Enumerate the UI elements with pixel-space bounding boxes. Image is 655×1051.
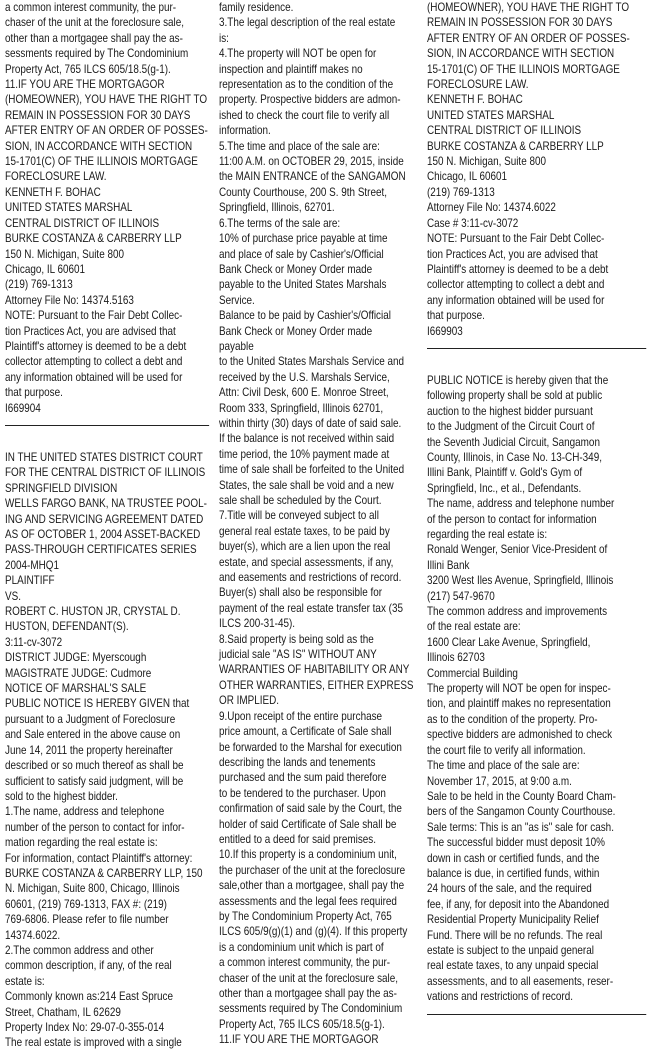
notice-line: UNITED STATES MARSHAL: [427, 107, 555, 122]
notice-line: BURKE COSTANZA & CARBERRY LLP, 150: [5, 865, 203, 880]
notice-line: (219) 769-1313: [427, 184, 495, 199]
notice-line: 3200 West Iles Avenue, Springfield, Illinois: [427, 573, 614, 588]
notice-line: NOTE: Pursuant to the Fair Debt Collec-: [5, 308, 183, 323]
notice-line: PLAINTIFF: [5, 573, 55, 588]
notice-line: Property Index No: 29-07-0-355-014: [5, 1020, 165, 1034]
notice-line: BURKE COSTANZA & CARBERRY LLP: [427, 138, 604, 153]
notice-block: [5, 0, 209, 416]
notice-line: the court file to verify all information.: [427, 742, 586, 757]
notice-line: to the Judgment of the Circuit Court of: [427, 419, 595, 434]
notice-line: inspection and plaintiff makes no: [219, 61, 363, 76]
notice-line: N. Michigan, Suite 800, Chicago, Illinois: [5, 881, 180, 896]
notice-line: family residence.: [219, 0, 294, 14]
notice-line: Fund. There will be no refunds. The real: [427, 927, 603, 942]
notice-line: AFTER ENTRY OF AN ORDER OF POSSES-: [427, 30, 630, 45]
notice-line: KENNETH F. BOHAC: [5, 184, 101, 199]
notice-line: described or so much thereof as shall be: [5, 758, 184, 773]
notice-line: MAGISTRATE JUDGE: Cudmore: [5, 665, 152, 680]
notice-line: Property Act, 765 ILCS 605/18.5(g-1).: [219, 1016, 385, 1031]
notice-line: For information, contact Plaintiff's attorney:: [5, 850, 193, 865]
column-left: [5, 0, 209, 1050]
notice-line: real estate taxes, to any unpaid special: [427, 958, 599, 973]
notice-line: KENNETH F. BOHAC: [427, 92, 523, 107]
notice-line: 3.The legal description of the real estate: [219, 15, 396, 30]
notice-line: 2004-MHQ1: [5, 557, 59, 572]
notice-line: CENTRAL DISTRICT OF ILLINOIS: [5, 215, 160, 230]
notice-line: bers of the Sangamon County Courthouse.: [427, 804, 616, 819]
notice-line: Chicago, IL 60601: [427, 169, 508, 184]
notice-line: information.: [219, 123, 271, 138]
notice-line: FOR THE CENTRAL DISTRICT OF ILLINOIS: [5, 465, 206, 480]
notice-line: payable to the United States Marshals: [219, 277, 387, 292]
column-middle: [219, 0, 423, 1047]
notice-line: Sale to be held in the County Board Cham-: [427, 788, 616, 803]
notice-line: balance is due, in certified funds, within: [427, 865, 600, 880]
notice-line: to the United States Marshals Service and: [219, 354, 405, 369]
notice-line: 3:11-cv-3072: [5, 634, 63, 649]
notice-line: 5.The time and place of the sale are:: [219, 138, 380, 153]
notice-line: NOTICE OF MARSHAL'S SALE: [5, 681, 147, 696]
notice-line: payable: [219, 338, 254, 353]
notice-block: [427, 0, 646, 339]
notice-line: Illini Bank: [427, 557, 470, 572]
notice-line: the Seventh Judicial Circuit, Sangamon: [427, 434, 600, 449]
notice-line: as to the condition of the property. Pro-: [427, 711, 598, 726]
notice-line: AS OF OCTOBER 1, 2004 ASSET-BACKED: [5, 527, 201, 541]
notice-line: buyer(s), which are a lien upon the real: [219, 539, 391, 554]
notice-line: ROBERT C. HUSTON JR, CRYSTAL D.: [5, 604, 181, 619]
notice-line: Property Act, 765 ILCS 605/18.5(g-1).: [5, 61, 171, 76]
notice-line: down in cash or certified funds, and the: [427, 850, 600, 865]
notice-line: Service.: [219, 292, 255, 307]
notice-line: and easements and restrictions of record.: [219, 570, 402, 585]
notice-line: that purpose.: [427, 308, 485, 323]
notice-line: REMAIN IN POSSESSION FOR 30 DAYS: [427, 15, 613, 30]
notice-line: estate, and special assessments, if any,: [219, 554, 394, 569]
notice-line: Room 333, Springfield, Illinois 62701,: [219, 400, 384, 415]
notice-line: 150 N. Michigan, Suite 800: [5, 246, 124, 261]
notice-line: property. Prospective bidders are admon-: [219, 92, 401, 107]
notice-line: PASS-THROUGH CERTIFICATES SERIES: [5, 542, 197, 557]
notice-line: UNITED STATES MARSHAL: [5, 200, 133, 215]
notice-line: I669903: [427, 323, 463, 338]
notice-line: WARRANTIES OF HABITABILITY OR ANY: [219, 662, 410, 677]
notice-line: June 14, 2011 the property hereinafter: [5, 742, 173, 757]
notice-line: following property shall be sold at public: [427, 388, 603, 403]
notice-line: Street, Chatham, IL 62629: [5, 1004, 121, 1019]
notice-line: NOTE: Pursuant to the Fair Debt Collec-: [427, 231, 605, 246]
notice-line: sufficient to satisfy said judgment, will be: [5, 773, 184, 788]
notice-line: sold to the highest bidder.: [5, 788, 118, 803]
notice-line: Commercial Building: [427, 665, 518, 680]
notice-line: entitled to a deed for said premises.: [219, 831, 376, 846]
notice-block: [5, 450, 209, 1051]
notice-line: that purpose.: [5, 385, 63, 400]
notice-line: payment of the real estate transfer tax (35: [219, 600, 403, 615]
notice-line: 2.The common address and other: [5, 942, 154, 957]
notice-line: WELLS FARGO BANK, NA TRUSTEE POOL-: [5, 496, 207, 511]
notice-line: FORECLOSURE LAW.: [5, 169, 107, 184]
notice-line: SION, IN ACCORDANCE WITH SECTION: [5, 138, 193, 153]
notice-line: The property will NOT be open for inspec-: [427, 681, 611, 696]
notice-line: estate is subject to the unpaid general: [427, 942, 594, 957]
notice-line: BURKE COSTANZA & CARBERRY LLP: [5, 231, 182, 246]
notice-line: DISTRICT JUDGE: Myerscough: [5, 650, 147, 665]
notice-line: Springfield, Inc., et al., Defendants.: [427, 480, 582, 495]
notice-line: ING AND SERVICING AGREEMENT DATED: [5, 511, 204, 526]
notice-line: AFTER ENTRY OF AN ORDER OF POSSES-: [5, 123, 208, 138]
notice-line: within thirty (30) days of date of said sale.: [219, 415, 402, 430]
notice-line: FORECLOSURE LAW.: [427, 77, 529, 92]
notice-line: Bank Check or Money Order made: [219, 323, 373, 338]
notice-line: judicial sale "AS IS" WITHOUT ANY: [219, 647, 377, 662]
notice-line: OR IMPLIED.: [219, 693, 280, 708]
notice-line: any information obtained will be used for: [5, 369, 183, 384]
notice-line: fee, if any, for deposit into the Abandoned: [427, 896, 610, 911]
section-divider: [427, 348, 646, 349]
notice-line: 11:00 A.M. on OCTOBER 29, 2015, inside: [219, 154, 404, 169]
notice-line: received by the U.S. Marshals Service,: [219, 369, 390, 384]
notice-line: to be tendered to the purchaser. Upon: [219, 785, 386, 800]
notice-line: assessments, and to all easements, reser-: [427, 973, 614, 988]
notice-line: County Courthouse, 200 S. 9th Street,: [219, 184, 388, 199]
notice-line: Bank Check or Money Order made: [219, 261, 373, 276]
notice-line: OTHER WARRANTIES, EITHER EXPRESS: [219, 677, 414, 692]
notice-line: is a condominium unit which is part of: [219, 939, 384, 954]
notice-line: ished to check the court file to verify all: [219, 107, 390, 122]
notice-line: and place of sale by Cashier's/Official: [219, 246, 384, 261]
notice-line: ILCS 605/9(g)(1) and (g)(4). If this property: [219, 924, 408, 939]
notice-line: number of the person to contact for infor-: [5, 819, 185, 834]
notice-line: tion Practices Act, you are advised that: [427, 246, 598, 261]
notice-line: CENTRAL DISTRICT OF ILLINOIS: [427, 123, 582, 138]
notice-line: sessments required by The Condominium: [219, 1001, 403, 1016]
notice-line: the purchaser of the unit at the foreclosure: [219, 862, 406, 877]
notice-line: Springfield, Illinois, 62701.: [219, 200, 335, 215]
notice-line: sale shall be scheduled by the Court.: [219, 493, 382, 507]
notice-line: Attorney File No: 14374.5163: [5, 292, 134, 307]
notice-line: 15-1701(C) OF THE ILLINOIS MORTGAGE: [427, 61, 620, 76]
notice-line: chaser of the unit at the foreclosure sale,: [219, 970, 399, 985]
notice-line: 11.IF YOU ARE THE MORTGAGOR: [5, 77, 165, 92]
notice-line: Attn: Civil Desk, 600 E. Monroe Street,: [219, 385, 389, 400]
notice-line: 8.Said property is being sold as the: [219, 631, 374, 646]
notice-line: 9.Upon receipt of the entire purchase: [219, 708, 383, 723]
notice-line: 60601, (219) 769-1313, FAX #: (219): [5, 896, 167, 911]
notice-line: time of sale shall be forfeited to the United: [219, 462, 405, 477]
notice-line: Chicago, IL 60601: [5, 261, 86, 276]
notice-line: SION, IN ACCORDANCE WITH SECTION: [427, 46, 615, 61]
notice-line: 150 N. Michigan, Suite 800: [427, 154, 546, 169]
notice-line: Plaintiff's attorney is deemed to be a debt: [427, 261, 609, 276]
notice-line: 7.Title will be conveyed subject to all: [219, 508, 379, 523]
notice-line: and Sale entered in the above cause on: [5, 727, 181, 742]
notice-line: estate is:: [5, 973, 45, 988]
notice-line: Residential Property Municipality Relief: [427, 912, 599, 927]
notice-line: SPRINGFIELD DIVISION: [5, 480, 118, 495]
notice-line: States, the sale shall be void and a new: [219, 477, 394, 492]
notice-line: 15-1701(C) OF THE ILLINOIS MORTGAGE: [5, 154, 198, 169]
notice-line: collector attempting to collect a debt and: [5, 354, 183, 369]
notice-line: 11.IF YOU ARE THE MORTGAGOR: [219, 1032, 379, 1047]
notice-line: be forwarded to the Marshal for execution: [219, 739, 402, 754]
notice-line: Buyer(s) shall also be responsible for: [219, 585, 383, 600]
notice-line: a common interest community, the pur-: [219, 955, 391, 970]
notice-line: PUBLIC NOTICE is hereby given that the: [427, 372, 609, 387]
notice-line: (HOMEOWNER), YOU HAVE THE RIGHT TO: [427, 0, 630, 14]
notice-line: other than a mortgagee shall pay the as-: [5, 30, 183, 45]
notice-line: collector attempting to collect a debt and: [427, 277, 605, 292]
notice-line: Commonly known as:214 East Spruce: [5, 989, 173, 1004]
notice-line: purchased and the sum paid therefore: [219, 770, 387, 785]
notice-line: (HOMEOWNER), YOU HAVE THE RIGHT TO: [5, 92, 208, 107]
notice-line: November 17, 2015, at 9:00 a.m.: [427, 773, 572, 788]
notice-line: Balance to be paid by Cashier's/Official: [219, 308, 391, 323]
notice-line: describing the lands and tenements: [219, 754, 376, 769]
notice-line: 1.The name, address and telephone: [5, 804, 165, 819]
notice-line: time period, the 10% payment made at: [219, 446, 390, 461]
notice-line: If the balance is not received within said: [219, 431, 395, 446]
notice-line: assessments and the legal fees required: [219, 893, 397, 908]
notice-line: holder of said Certificate of Sale shall be: [219, 816, 397, 831]
notice-line: IN THE UNITED STATES DISTRICT COURT: [5, 449, 203, 464]
notice-line: common description, if any, of the real: [5, 958, 172, 973]
notice-line: The common address and improvements: [427, 604, 608, 619]
notice-line: Illinois 62703: [427, 650, 485, 665]
notice-line: spective bidders are admonished to check: [427, 727, 613, 742]
notice-line: 24 hours of the sale, and the required: [427, 881, 592, 896]
notice-line: 10.If this property is a condominium unit,: [219, 847, 397, 862]
notice-line: PUBLIC NOTICE IS HEREBY GIVEN that: [5, 696, 190, 711]
notice-line: I669904: [5, 400, 41, 415]
notice-line: The successful bidder must deposit 10%: [427, 835, 605, 850]
notice-line: ILCS 200-31-45).: [219, 616, 296, 631]
notice-line: (217) 547-9670: [427, 588, 495, 603]
notice-line: is:: [219, 30, 229, 45]
notice-line: of the person to contact for information: [427, 511, 597, 526]
notice-line: (219) 769-1313: [5, 277, 73, 292]
section-divider: [5, 425, 209, 426]
notice-line: price amount, a Certificate of Sale shall: [219, 724, 392, 739]
notice-line: Plaintiff's attorney is deemed to be a debt: [5, 338, 187, 353]
notice-line: VS.: [5, 588, 21, 603]
notice-line: The time and place of the sale are:: [427, 758, 580, 773]
notice-line: 14374.6022.: [5, 927, 61, 942]
notice-line: the MAIN ENTRANCE of the SANGAMON: [219, 169, 406, 184]
notice-line: pursuant to a Judgment of Foreclosure: [5, 711, 176, 726]
notice-block: [219, 0, 423, 1048]
notice-line: vations and restrictions of record.: [427, 989, 573, 1004]
notice-line: other than a mortgagee shall pay the as-: [219, 986, 397, 1000]
notice-line: a common interest community, the pur-: [5, 0, 177, 14]
notice-line: 1600 Clear Lake Avenue, Springfield,: [427, 634, 591, 649]
notice-line: REMAIN IN POSSESSION FOR 30 DAYS: [5, 107, 191, 122]
notice-line: confirmation of said sale by the Court, the: [219, 801, 402, 816]
column-right: [427, 0, 646, 1004]
notice-line: regarding the real estate is:: [427, 527, 548, 541]
notice-line: representation as to the condition of the: [219, 77, 394, 92]
notice-line: general real estate taxes, to be paid by: [219, 523, 390, 538]
notice-line: mation regarding the real estate is:: [5, 835, 158, 850]
notice-line: Illini Bank, Plaintiff v. Gold's Gym of: [427, 465, 583, 480]
section-divider: [427, 1014, 646, 1015]
notice-line: 4.The property will NOT be open for: [219, 46, 377, 61]
notice-line: The real estate is improved with a single: [5, 1035, 182, 1050]
notice-line: Case # 3:11-cv-3072: [427, 215, 519, 230]
notice-line: of the real estate are:: [427, 619, 521, 634]
notice-line: sale,other than a mortgagee, shall pay the: [219, 878, 405, 893]
notice-line: County, Illinois, in Case No. 13-CH-349,: [427, 449, 602, 464]
notice-line: tion, and plaintiff makes no representation: [427, 696, 611, 711]
notice-line: Sale terms: This is an "as is" sale for cash.: [427, 819, 614, 834]
notice-line: Ronald Wenger, Senior Vice-President of: [427, 542, 608, 557]
notice-line: sessments required by The Condominium: [5, 46, 189, 61]
notice-line: chaser of the unit at the foreclosure sale,: [5, 15, 185, 30]
notice-line: any information obtained will be used for: [427, 292, 605, 307]
notice-line: Attorney File No: 14374.6022: [427, 200, 556, 215]
notice-line: auction to the highest bidder pursuant: [427, 403, 593, 418]
notice-block: [427, 373, 646, 1005]
notice-line: by The Condominium Property Act, 765: [219, 908, 392, 923]
notice-line: The name, address and telephone number: [427, 496, 615, 511]
notice-line: 769-6806. Please refer to file number: [5, 912, 169, 927]
notice-line: tion Practices Act, you are advised that: [5, 323, 176, 338]
notice-line: 6.The terms of the sale are:: [219, 215, 341, 230]
notice-line: HUSTON, DEFENDANT(S).: [5, 619, 129, 634]
notice-line: 10% of purchase price payable at time: [219, 231, 388, 246]
